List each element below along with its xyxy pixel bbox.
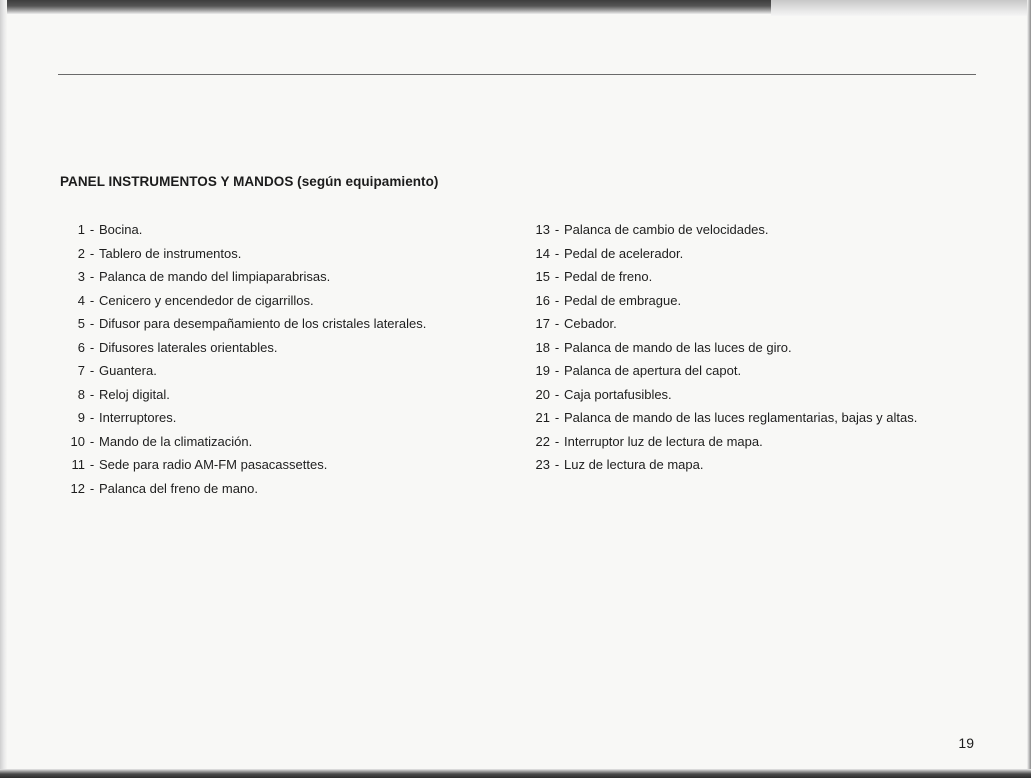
item-text: Mando de la climatización.	[99, 433, 253, 449]
scan-edge-bottom	[0, 769, 1031, 778]
item-text: Palanca de mando del limpiaparabrisas.	[99, 269, 331, 284]
item-text: Palanca de cambio de velocidades.	[564, 222, 769, 237]
item-text: Pedal de embrague.	[564, 292, 682, 308]
item-text: Palanca del freno de mano.	[99, 480, 258, 496]
page-number: 19	[958, 735, 974, 751]
item-separator: -	[554, 222, 560, 237]
item-separator: -	[554, 292, 560, 308]
item-separator: -	[554, 410, 560, 425]
item-text: Pedal de acelerador.	[564, 245, 684, 261]
item-number: 15	[535, 269, 550, 284]
item-text: Sede para radio AM-FM pasacassettes.	[99, 457, 328, 472]
item-number: 6	[77, 339, 85, 355]
item-separator: -	[89, 222, 95, 237]
scan-edge-left	[0, 0, 7, 778]
item-text: Guantera.	[99, 363, 157, 378]
item-number: 16	[535, 292, 550, 308]
item-separator: -	[554, 386, 560, 402]
item-text: Bocina.	[99, 222, 143, 237]
item-text: Cenicero y encendedor de cigarrillos.	[99, 292, 314, 308]
item-separator: -	[89, 245, 95, 261]
item-text: Interruptor luz de lectura de mapa.	[564, 433, 763, 449]
item-separator: -	[89, 339, 95, 355]
parts-list-right	[529, 221, 917, 480]
item-separator: -	[554, 316, 560, 331]
list-item	[529, 409, 917, 433]
item-number: 8	[77, 386, 85, 402]
item-text: Palanca de apertura del capot.	[564, 363, 742, 378]
item-number: 1	[77, 222, 85, 237]
item-number: 19	[535, 363, 550, 378]
list-item	[529, 245, 917, 269]
item-separator: -	[89, 363, 95, 378]
list-item	[529, 433, 917, 457]
list-item	[529, 268, 917, 292]
list-item	[58, 339, 426, 363]
list-item	[529, 386, 917, 410]
item-separator: -	[89, 457, 95, 472]
item-text: Reloj digital.	[99, 386, 170, 402]
item-number: 7	[77, 363, 85, 378]
item-separator: -	[554, 363, 560, 378]
item-number: 9	[77, 410, 85, 425]
item-number: 14	[535, 245, 550, 261]
item-separator: -	[89, 316, 95, 331]
item-text: Palanca de mando de las luces de giro.	[564, 339, 792, 355]
item-number: 18	[535, 339, 550, 355]
item-separator: -	[89, 433, 95, 449]
header-divider	[58, 74, 976, 75]
list-item	[58, 362, 426, 386]
item-separator: -	[89, 386, 95, 402]
item-number: 2	[77, 245, 85, 261]
list-item	[58, 386, 426, 410]
item-number: 21	[535, 410, 550, 425]
item-number: 20	[535, 386, 550, 402]
scan-edge-right	[1027, 0, 1031, 778]
item-number: 22	[535, 433, 550, 449]
item-text: Pedal de freno.	[564, 269, 653, 284]
item-number: 10	[70, 433, 85, 449]
item-separator: -	[554, 245, 560, 261]
item-separator: -	[554, 269, 560, 284]
item-number: 4	[77, 292, 85, 308]
section-heading: PANEL INSTRUMENTOS Y MANDOS (según equipamiento)	[60, 174, 439, 189]
item-separator: -	[89, 410, 95, 425]
list-item	[58, 268, 426, 292]
list-item	[529, 221, 917, 245]
list-item	[58, 221, 426, 245]
item-number: 3	[77, 269, 85, 284]
list-item	[58, 245, 426, 269]
item-separator: -	[89, 292, 95, 308]
item-text: Caja portafusibles.	[564, 386, 672, 402]
item-separator: -	[89, 480, 95, 496]
item-text: Interruptores.	[99, 410, 177, 425]
list-item	[529, 315, 917, 339]
item-text: Luz de lectura de mapa.	[564, 457, 704, 472]
item-separator: -	[89, 269, 95, 284]
list-item	[529, 362, 917, 386]
item-text: Difusores laterales orientables.	[99, 339, 278, 355]
item-number: 23	[535, 457, 550, 472]
list-item	[529, 339, 917, 363]
item-text: Cebador.	[564, 316, 617, 331]
item-separator: -	[554, 339, 560, 355]
item-separator: -	[554, 433, 560, 449]
item-number: 17	[535, 316, 550, 331]
scan-edge-top-right	[771, 0, 1031, 16]
item-number: 12	[70, 480, 85, 496]
item-text: Tablero de instrumentos.	[99, 245, 242, 261]
item-text: Difusor para desempañamiento de los cristales laterales.	[99, 316, 427, 331]
list-item	[58, 292, 426, 316]
item-separator: -	[554, 457, 560, 472]
list-item	[529, 456, 917, 480]
list-item	[58, 315, 426, 339]
item-number: 11	[71, 457, 85, 472]
list-item	[58, 480, 426, 504]
item-number: 5	[77, 316, 85, 331]
parts-list-left	[58, 221, 426, 503]
list-item	[58, 409, 426, 433]
list-item	[529, 292, 917, 316]
item-text: Palanca de mando de las luces reglamentarias, bajas y altas.	[564, 410, 918, 425]
item-number: 13	[535, 222, 550, 237]
list-item	[58, 433, 426, 457]
list-item	[58, 456, 426, 480]
